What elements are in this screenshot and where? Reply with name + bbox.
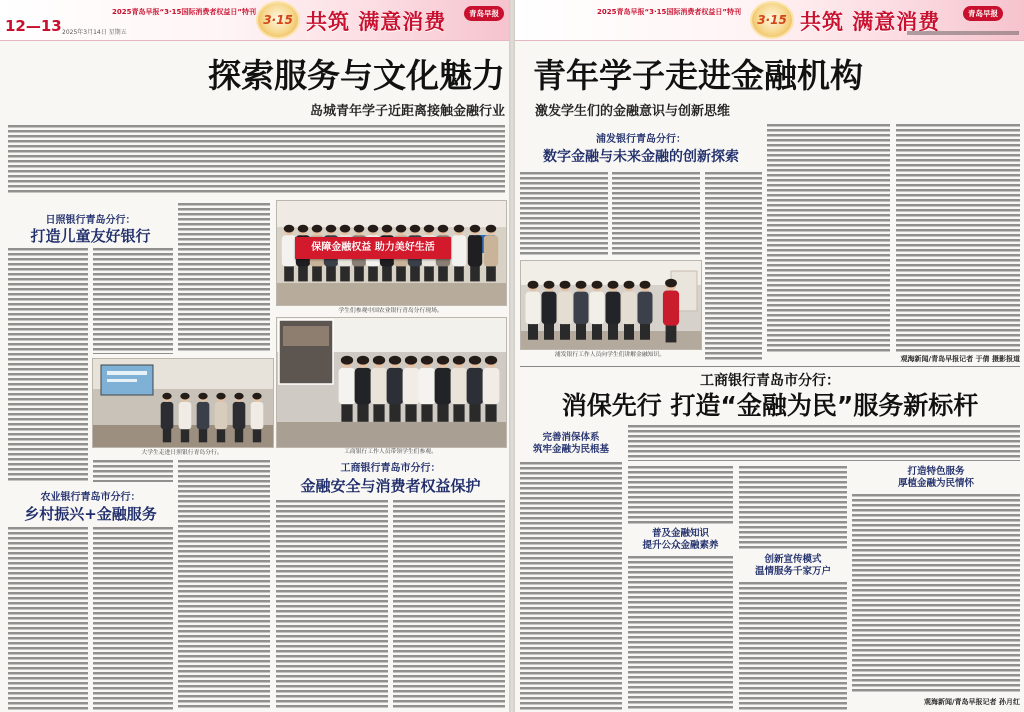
subhead-line: 完善消保体系 [542, 432, 600, 443]
badge-315-icon: 3·15 [752, 3, 792, 37]
body-text [896, 124, 1020, 352]
body-text [628, 556, 733, 710]
body-text [520, 462, 622, 710]
body-text [93, 527, 173, 710]
page-subtitle: 岛城青年学子近距离接触金融行业 [309, 104, 505, 119]
special-issue-title: 2025青岛早报“3·15国际消费者权益日”特刊 [597, 8, 741, 16]
section-title: 消保先行 打造“金融为民”服务新标杆 [561, 391, 979, 420]
body-text [520, 172, 608, 256]
body-text [705, 172, 762, 360]
body-text [393, 500, 505, 710]
photo-bank-staff-tour [276, 317, 507, 448]
body-text [276, 500, 388, 710]
body-text [178, 203, 270, 353]
section-title: 乡村振兴+金融服务 [24, 505, 157, 523]
section-bank-name: 日照银行青岛分行： [45, 215, 136, 226]
subhead [628, 528, 733, 552]
body-text [93, 460, 173, 482]
section-divider [520, 366, 1020, 367]
photo-students-at-bank [92, 358, 274, 448]
photo-scene [521, 261, 701, 349]
slogan: 共筑 满意消费 [800, 10, 941, 34]
photo-spdb-staff-explaining [520, 260, 702, 350]
badge-315-icon: 3·15 [258, 3, 298, 37]
intro-text [628, 425, 1020, 461]
page-subtitle: 激发学生们的金融意识与创新思维 [535, 104, 731, 119]
section-bank-name: 浦发银行青岛分行： [596, 134, 686, 145]
section-bank-name: 工商银行青岛市分行： [700, 373, 840, 389]
page-headline: 青年学子走进金融机构 [533, 56, 863, 95]
body-text [767, 124, 890, 352]
subhead [739, 554, 847, 578]
photo-caption: 浦发银行工作人员向学生们讲解金融知识。 [554, 352, 666, 358]
photo-scene [277, 318, 506, 447]
byline: 观海新闻/青岛早报记者 于倩 摄影报道 [900, 355, 1020, 363]
section-bank-name: 农业银行青岛市分行： [40, 492, 141, 503]
body-text [178, 460, 270, 710]
subhead-line: 温情服务千家万户 [754, 566, 831, 577]
newspaper-logo: 青岛早报 [963, 6, 1003, 21]
subhead-line: 厚植金融为民情怀 [897, 478, 974, 489]
photo-scene [93, 359, 273, 447]
subhead-line: 筑牢金融为民根基 [532, 444, 609, 455]
photo-caption: 大学生走进日照银行青岛分行。 [141, 450, 223, 456]
body-text [628, 466, 733, 524]
body-text [612, 172, 700, 256]
body-text [93, 248, 173, 354]
subhead-line: 打造特色服务 [907, 466, 965, 477]
photo-students-with-banner [276, 200, 507, 306]
banner-text: 保障金融权益 助力美好生活 [311, 242, 435, 253]
editor-credits [907, 31, 1019, 35]
intro-text [8, 125, 505, 195]
section-title: 金融安全与消费者权益保护 [300, 477, 481, 495]
byline: 观海新闻/青岛早报记者 孙月红 [924, 698, 1020, 706]
section-bank-name: 工商银行青岛市分行： [340, 463, 441, 474]
newspaper-logo: 青岛早报 [464, 6, 504, 21]
page-headline: 探索服务与文化魅力 [208, 56, 505, 95]
body-text [739, 466, 847, 550]
subhead-line: 提升公众金融素养 [642, 540, 719, 551]
subhead [520, 432, 622, 456]
issue-date: 2025年3月14日 星期五 [62, 29, 127, 36]
body-text [852, 494, 1020, 692]
left-page [0, 0, 509, 712]
subhead [852, 466, 1020, 490]
photo-caption: 工商银行工作人员带领学生们参观。 [344, 449, 437, 455]
page-number: 12—13 [5, 17, 62, 35]
subhead-line: 创新宣传模式 [764, 554, 822, 565]
section-title: 打造儿童友好银行 [30, 227, 151, 245]
body-text [739, 582, 847, 710]
photo-caption: 学生们参观中国农业银行青岛分行现场。 [338, 308, 443, 314]
section-title: 数字金融与未来金融的创新探索 [543, 149, 739, 165]
right-page [515, 0, 1024, 712]
subhead-line: 普及金融知识 [651, 528, 709, 539]
slogan: 共筑 满意消费 [306, 10, 447, 34]
body-text [8, 248, 88, 482]
special-issue-title: 2025青岛早报“3·15国际消费者权益日”特刊 [112, 8, 256, 16]
body-text [8, 527, 88, 710]
